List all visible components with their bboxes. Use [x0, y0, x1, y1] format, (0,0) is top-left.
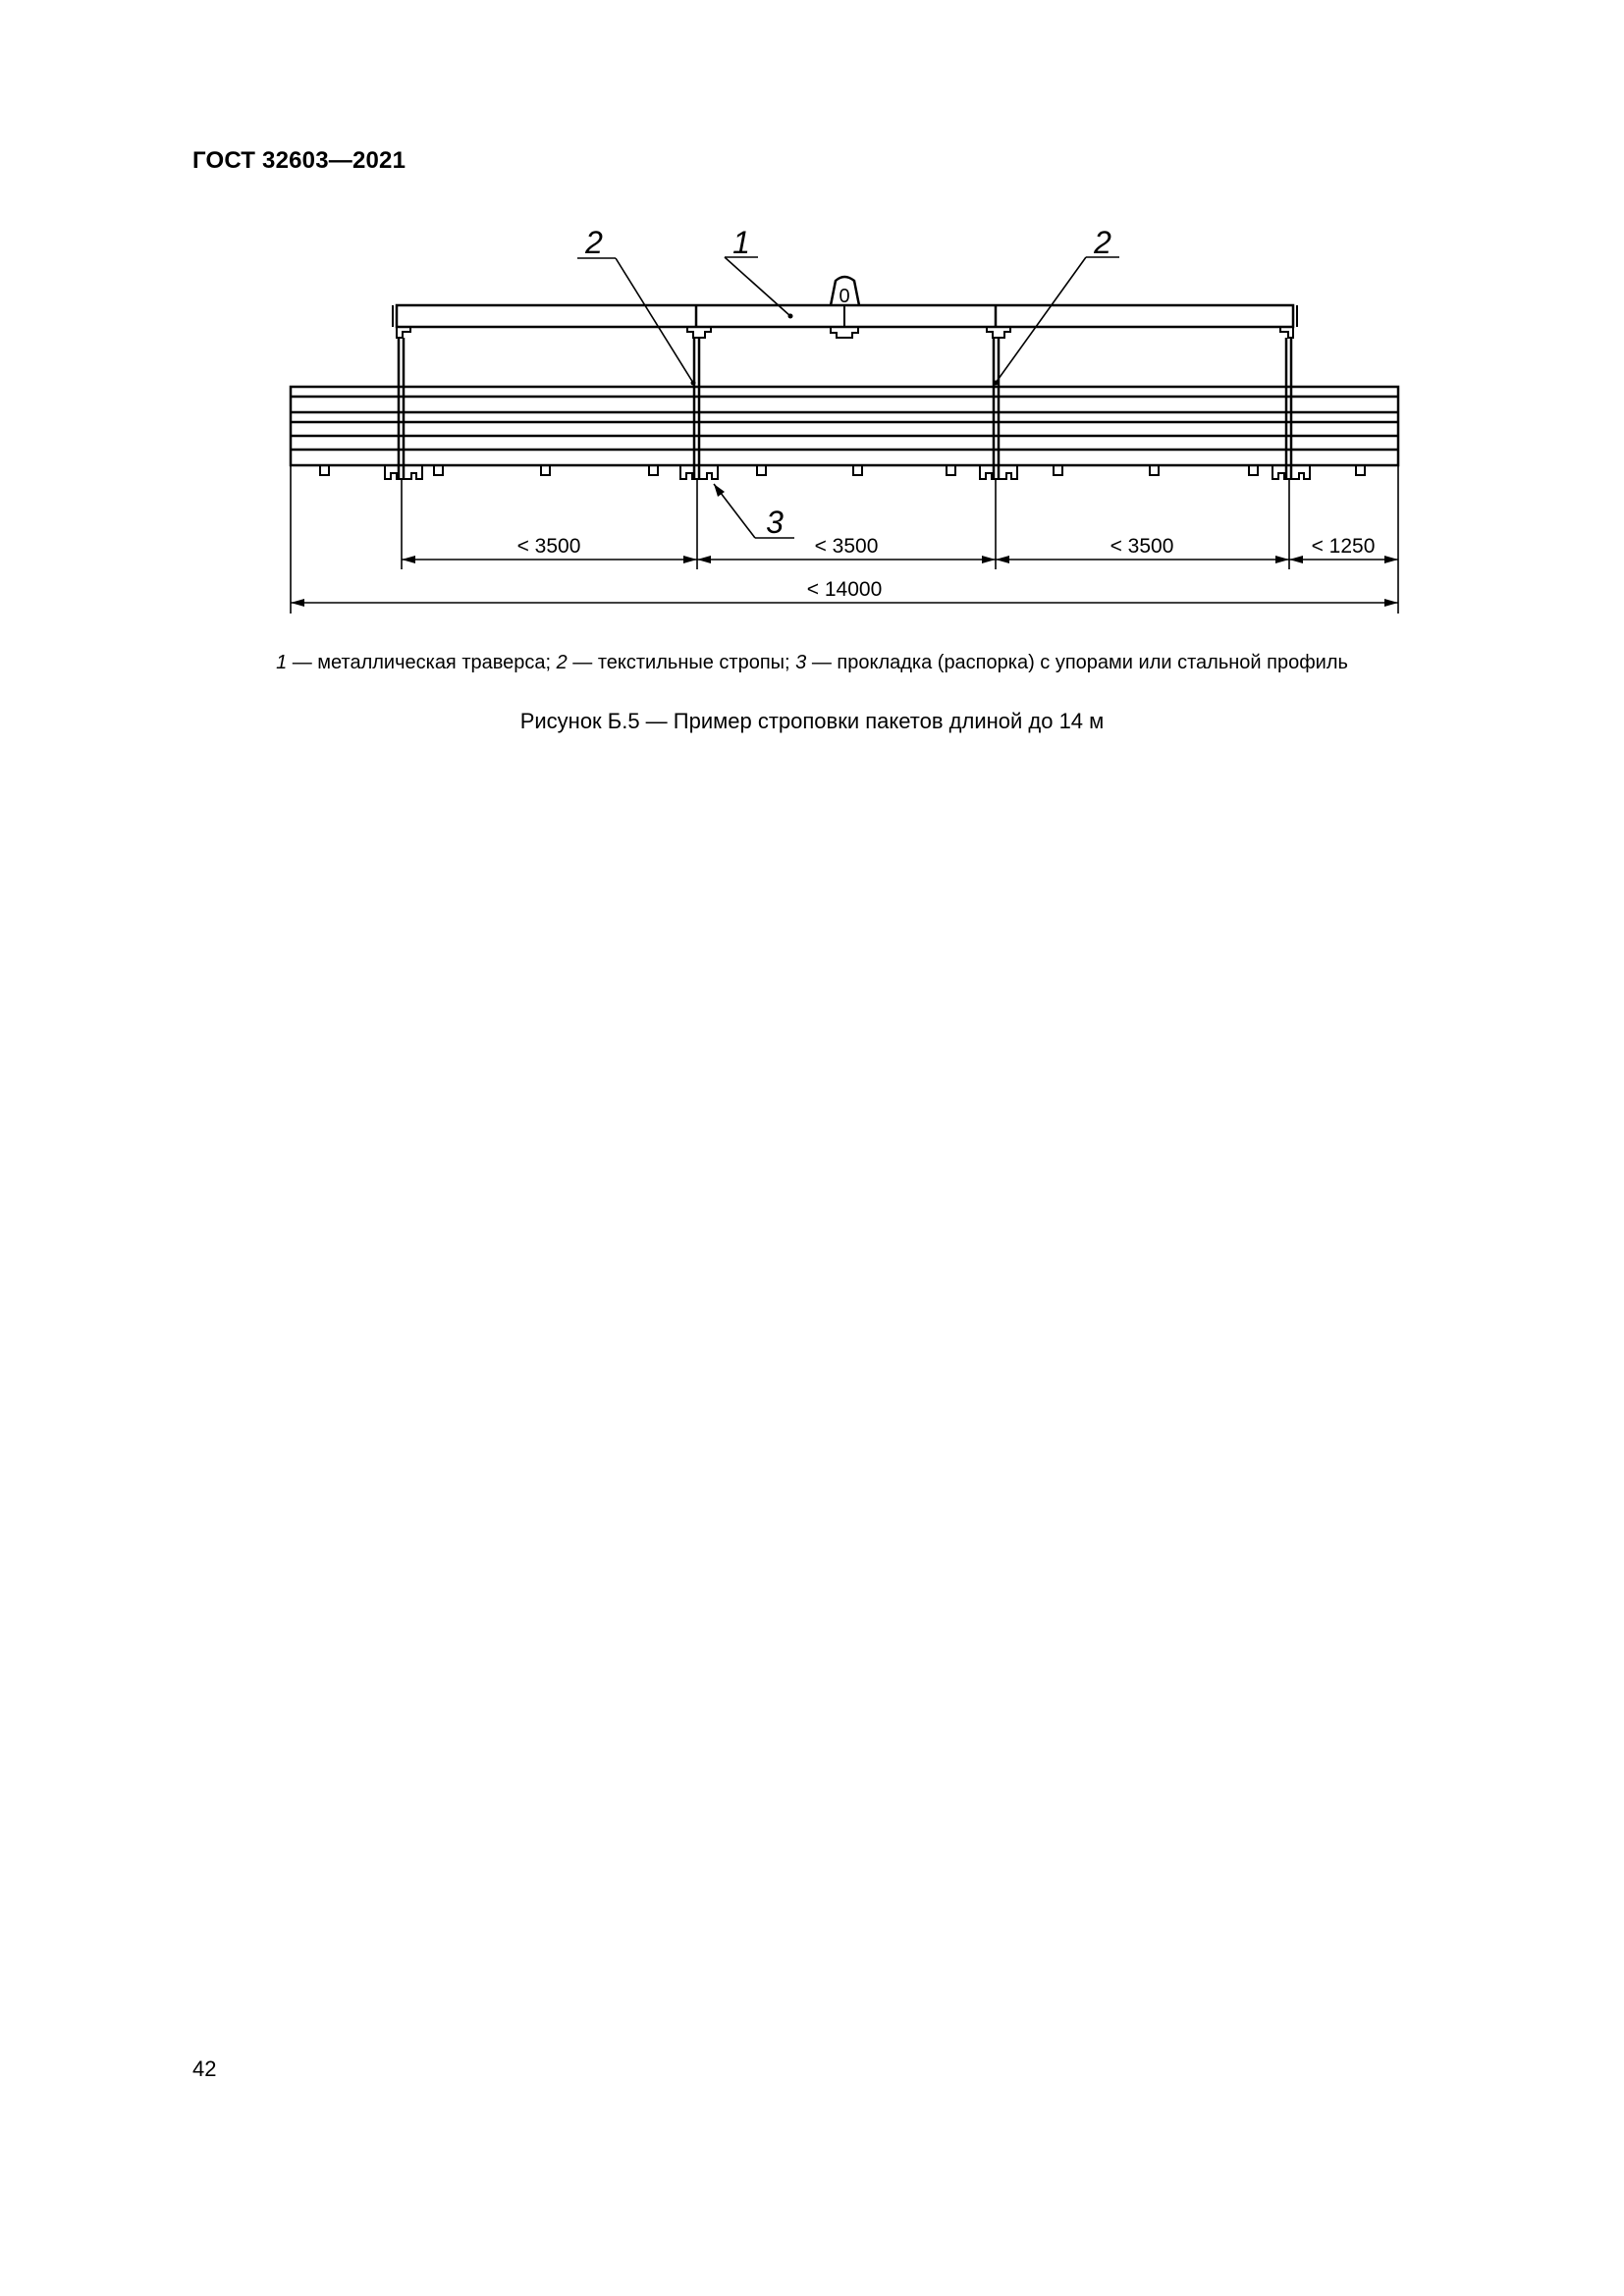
- callout-spacer: 3: [766, 505, 784, 540]
- dimension-span-3: < 3500: [1110, 535, 1174, 558]
- legend-text-1: — металлическая траверса;: [287, 652, 557, 673]
- page-number: 42: [192, 2056, 217, 2081]
- traverse-brackets: [397, 327, 1293, 338]
- dimension-total: < 14000: [806, 578, 883, 601]
- document-header: ГОСТ 32603—2021: [192, 147, 406, 174]
- legend-number-3: 3: [795, 652, 807, 673]
- dimension-span-2: < 3500: [814, 535, 879, 558]
- dimension-overhang: < 1250: [1311, 535, 1376, 558]
- figure-legend: [0, 652, 1624, 674]
- callout-sling-right: 2: [1094, 225, 1111, 260]
- hook-label: 0: [839, 286, 850, 307]
- legend-number-2: 2: [556, 652, 568, 673]
- callout-traverse: 1: [732, 225, 750, 260]
- textile-slings: [399, 338, 1291, 479]
- legend-number-1: 1: [276, 652, 288, 673]
- bottom-stops: [320, 465, 1365, 475]
- dimension-arrows: [291, 314, 1398, 608]
- legend-text-3: — прокладка (распорка) с упорами или стальной профиль: [806, 652, 1348, 673]
- callout-sling-left: 2: [585, 225, 603, 260]
- legend-text-2: — текстильные стропы;: [567, 652, 796, 673]
- spacer-pads: [385, 465, 1310, 479]
- slinging-diagram: [0, 0, 1624, 638]
- dimension-span-1: < 3500: [516, 535, 581, 558]
- profile-package: [291, 387, 1398, 465]
- figure-caption: Рисунок Б.5 — Пример строповки пакетов длиной до 14 м: [519, 709, 1105, 733]
